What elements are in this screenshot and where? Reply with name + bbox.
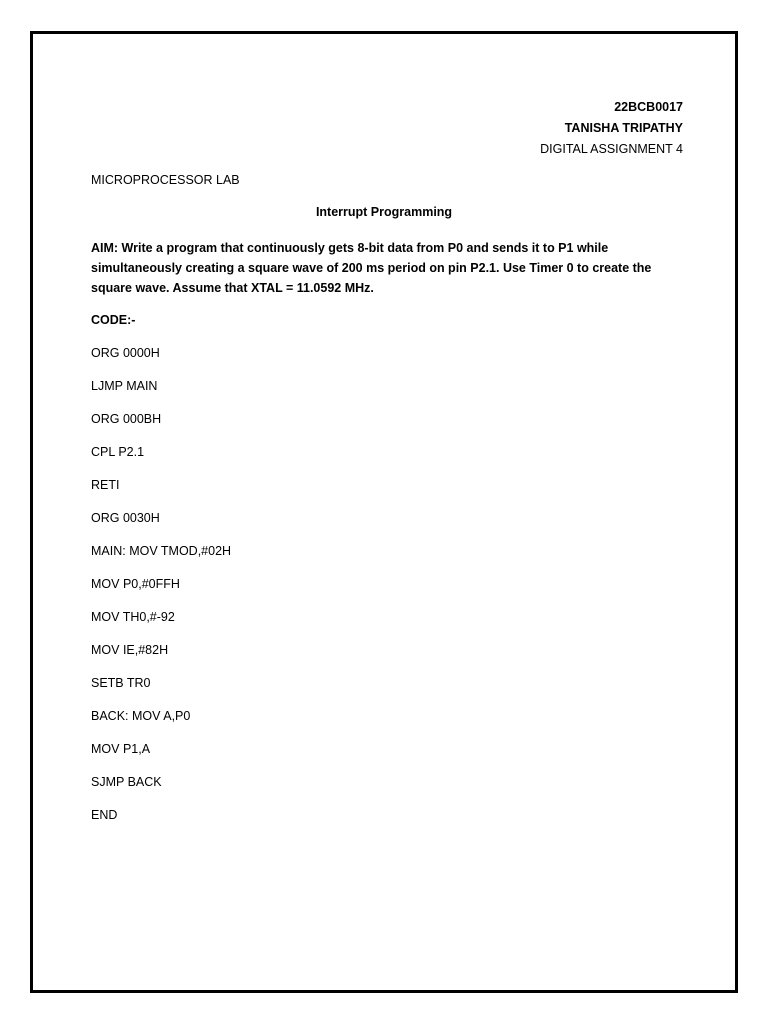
code-line: ORG 0030H — [91, 511, 160, 525]
code-line: LJMP MAIN — [91, 379, 158, 393]
course-name: MICROPROCESSOR LAB — [91, 173, 240, 187]
registration-number: 22BCB0017 — [614, 100, 683, 114]
code-line: RETI — [91, 478, 120, 492]
code-line: END — [91, 808, 118, 822]
code-line: SETB TR0 — [91, 676, 151, 690]
code-line: MOV P0,#0FFH — [91, 577, 180, 591]
code-line: SJMP BACK — [91, 775, 162, 789]
code-line: MOV P1,A — [91, 742, 151, 756]
student-name: TANISHA TRIPATHY — [564, 121, 683, 135]
code-line: CPL P2.1 — [91, 445, 145, 459]
document-title: Interrupt Programming — [315, 205, 453, 219]
code-line: ORG 000BH — [91, 412, 162, 426]
code-heading: CODE:- — [91, 313, 136, 327]
document-header — [540, 97, 683, 160]
code-line: MOV IE,#82H — [91, 643, 169, 657]
assignment-title: DIGITAL ASSIGNMENT 4 — [540, 142, 683, 156]
code-line: BACK: MOV A,P0 — [91, 709, 191, 723]
code-listing — [91, 346, 231, 841]
aim-paragraph: AIM: Write a program that continuously gets 8-bit data from P0 and sends it to P1 while simultaneously creating a square wave of 200 ms period on pin P2.1. Use Timer 0 to create the square wave. Assume that XTAL = 11.0592 MHz. — [91, 241, 652, 295]
code-line: MOV TH0,#-92 — [91, 610, 175, 624]
document-page — [30, 31, 738, 993]
code-line: ORG 0000H — [91, 346, 160, 360]
code-line: MAIN: MOV TMOD,#02H — [91, 544, 232, 558]
